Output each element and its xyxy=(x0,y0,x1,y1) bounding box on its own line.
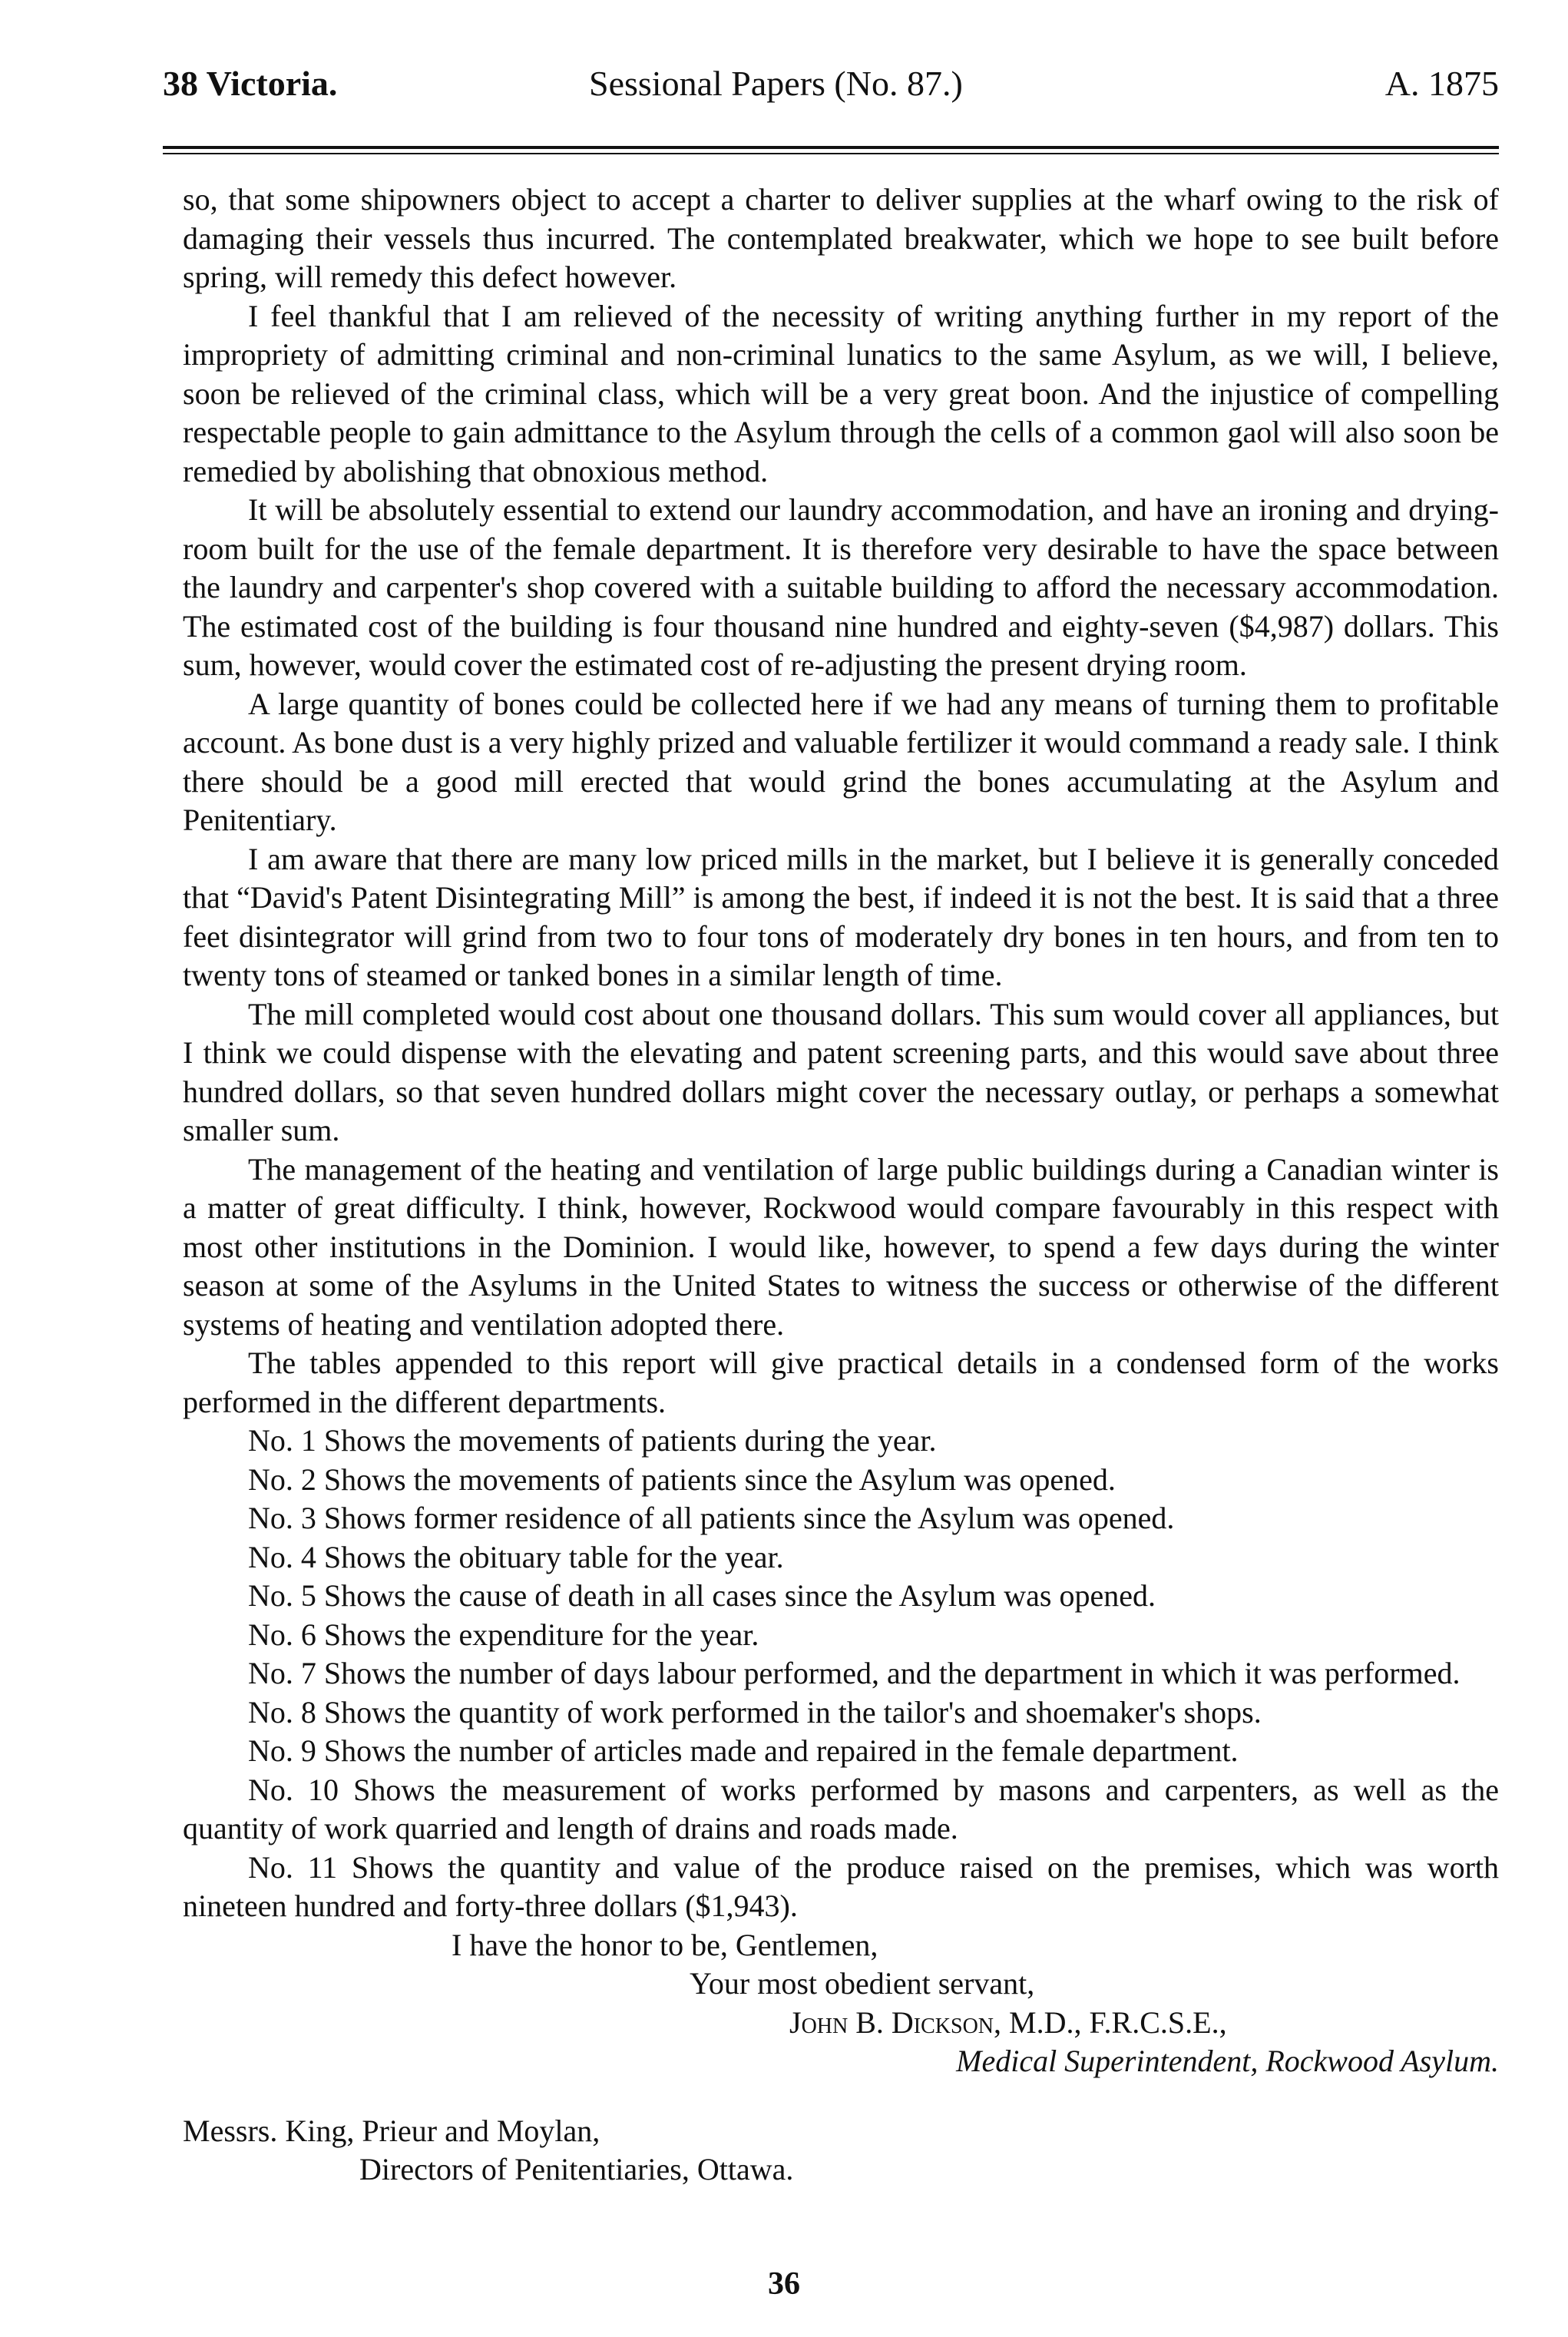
page-number: 36 xyxy=(768,2266,800,2302)
paragraph-continuation: so, that some shipowners object to accept a charter to deliver supplies at the wharf owing to the risk of damaging their vessels thus incurred. The contemplated breakwater, which we hope to see built before spring, will remedy this defect however. xyxy=(183,182,1499,294)
table-list-item: No. 4 Shows the obituary table for the year. xyxy=(248,1539,784,1574)
table-list-item: No. 1 Shows the movements of patients during the year. xyxy=(248,1423,937,1458)
page-header xyxy=(163,63,1499,117)
closing-salutation: I have the honor to be, Gentlemen, xyxy=(452,1927,878,1962)
table-list-item: No. 7 Shows the number of days labour performed, and the department in which it was performed. xyxy=(248,1656,1460,1690)
paragraph-laundry: It will be absolutely essential to extend our laundry accommodation, and have an ironing and drying-room built for the use of the female department. It is therefore very desirable to have the space between the laundry and carpenter's shop covered with a suitable building to afford the necessary accommodation. The estimated cost of the building is four thousand nine hundred and eighty-seven ($4,987) dollars. This sum, however, would cover the estimated cost of re-adjusting the present drying room. xyxy=(183,492,1499,682)
paragraph-mill-cost: The mill completed would cost about one thousand dollars. This sum would cover all appliances, but I think we could dispense with the elevating and patent screening parts, and this would save about three hundred dollars, so that seven hundred dollars might cover the necessary outlay, or perhaps a somewhat smaller sum. xyxy=(183,996,1499,1147)
table-list-item: No. 10 Shows the measurement of works performed by masons and carpenters, as well as the quantity of work quarried and length of drains and roads made. xyxy=(183,1772,1499,1845)
report-body xyxy=(183,180,1499,2190)
addressee-block xyxy=(183,2112,1499,2190)
paragraph-tables: The tables appended to this report will give practical details in a condensed form of the works performed in the different departments. xyxy=(183,1346,1499,1419)
table-list-item: No. 3 Shows former residence of all patients since the Asylum was opened. xyxy=(248,1501,1175,1535)
paragraph-lunatics: I feel thankful that I am relieved of the necessity of writing anything further in my report of the impropriety of admitting criminal and non-criminal lunatics to the same Asylum, as we will, I believe, soon be relieved of the criminal class, which will be a very great boon. And the injustice of compelling respectable people to gain admittance to the Asylum through the cells of a common gaol will also soon be remedied by abolishing that obnoxious method. xyxy=(183,298,1499,488)
paragraph-mill: I am aware that there are many low priced mills in the market, but I believe it is generally conceded that “David's Patent Disintegrating Mill” is among the best, if indeed it is not the best. It is said that a three feet disintegrator will grind from two to four tons of moderately dry bones in ten hours, and from ten to twenty tons of steamed or tanked bones in a similar length of time. xyxy=(183,841,1499,992)
header-title: Sessional Papers (No. 87.) xyxy=(589,64,963,103)
table-list-item: No. 11 Shows the quantity and value of the produce raised on the premises, which was worth nineteen hundred and forty-three dollars ($1,943). xyxy=(183,1849,1499,1923)
table-list-item: No. 6 Shows the expenditure for the year. xyxy=(248,1617,759,1652)
paragraph-heating: The management of the heating and ventilation of large public buildings during a Canadian winter is a matter of great difficulty. I think, however, Rockwood would compare favourably in this respect with most other institutions in the Dominion. I would like, however, to spend a few days during the winter season at some of the Asylums in the United States to witness the success or otherwise of the different systems of heating and ventilation adopted there. xyxy=(183,1151,1499,1342)
table-list-item: No. 9 Shows the number of articles made and repaired in the female department. xyxy=(248,1733,1239,1768)
table-list-item: No. 8 Shows the quantity of work performed in the tailor's and shoemaker's shops. xyxy=(248,1694,1262,1730)
table-list-item: No. 5 Shows the cause of death in all cases since the Asylum was opened. xyxy=(248,1578,1156,1613)
signature-title: Medical Superintendent, Rockwood Asylum. xyxy=(956,2044,1499,2078)
table-list-item: No. 2 Shows the movements of patients since the Asylum was opened. xyxy=(248,1461,1116,1497)
signature-name: John B. Dickson, M.D., F.R.C.S.E., xyxy=(789,2004,1227,2040)
paragraph-bones: A large quantity of bones could be collected here if we had any means of turning them to profitable account. As bone dust is a very highly prized and valuable fertilizer it would command a ready sale. I think there should be a good mill erected that would grind the bones accumulating at the Asylum and Penitentiary. xyxy=(183,686,1499,837)
header-year: A. 1875 xyxy=(1384,64,1499,103)
closing-servant: Your most obedient servant, xyxy=(690,1966,1035,2001)
addressee-names: Messrs. King, Prieur and Moylan, xyxy=(183,2113,600,2148)
header-session: 38 Victoria. xyxy=(163,64,338,103)
addressee-office: Directors of Penitentiaries, Ottawa. xyxy=(359,2152,794,2186)
header-rule-thick xyxy=(163,146,1499,149)
header-rule-thin xyxy=(163,153,1499,154)
